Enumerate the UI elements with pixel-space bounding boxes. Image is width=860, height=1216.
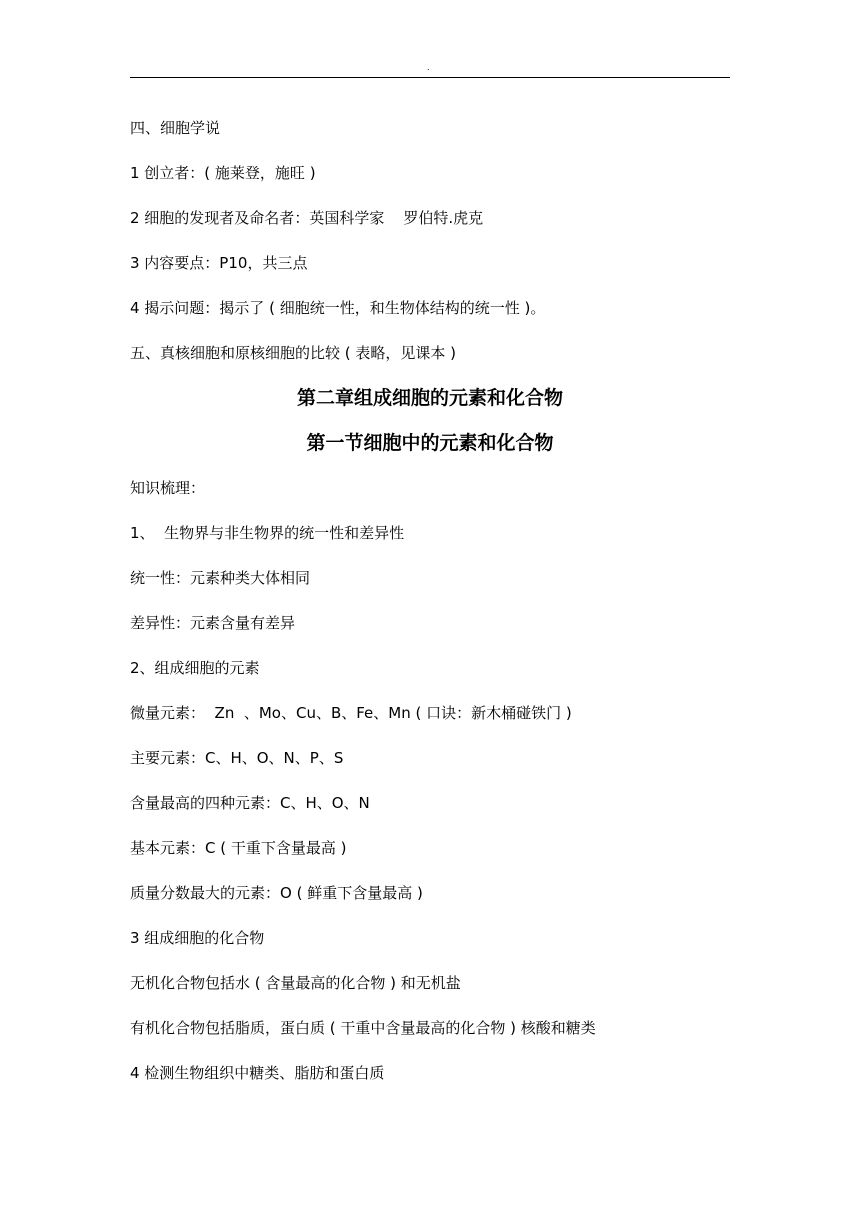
knowledge-line: 含量最高的四种元素：C、H、O、N (130, 794, 370, 812)
knowledge-line: 统一性：元素种类大体相同 (130, 569, 311, 587)
section-cell-theory-title: 四、细胞学说 (130, 119, 221, 137)
cell-theory-item-content: 3 内容要点：P10，共三点 (130, 254, 308, 272)
knowledge-line: 3 组成细胞的化合物 (130, 929, 265, 947)
knowledge-line: 质量分数最大的元素：O ( 鲜重下含量最高 ) (130, 884, 423, 902)
knowledge-line: 主要元素：C、H、O、N、P、S (130, 749, 344, 767)
section-cell-comparison: 五、真核细胞和原核细胞的比较 ( 表略，见课本 ) (130, 344, 457, 362)
knowledge-line: 有机化合物包括脂质，蛋白质 ( 干重中含量最高的化合物 ) 核酸和糖类 (130, 1019, 596, 1037)
knowledge-line: 微量元素： Zn 、Mo、Cu、B、Fe、Mn ( 口诀：新木桶碰铁门 ) (130, 704, 572, 722)
section-title: 第一节细胞中的元素和化合物 (306, 432, 554, 454)
knowledge-line: 无机化合物包括水 ( 含量最高的化合物 ) 和无机盐 (130, 974, 461, 992)
chapter-title: 第二章组成细胞的元素和化合物 (296, 387, 563, 409)
knowledge-line: 4 检测生物组织中糖类、脂肪和蛋白质 (130, 1064, 385, 1082)
cell-theory-item-significance: 4 揭示问题：揭示了 ( 细胞统一性，和生物体结构的统一性 )。 (130, 299, 546, 317)
knowledge-line: 基本元素：C ( 干重下含量最高 ) (130, 839, 347, 857)
header-rule (130, 77, 730, 78)
cell-theory-item-founders: 1 创立者：( 施莱登，施旺 ) (130, 164, 316, 182)
knowledge-line: 2、组成细胞的元素 (130, 659, 260, 677)
header-mark: . (427, 62, 430, 72)
knowledge-line: 差异性：元素含量有差异 (130, 614, 296, 632)
knowledge-line: 1、 生物界与非生物界的统一性和差异性 (130, 524, 405, 542)
cell-theory-item-discoverer: 2 细胞的发现者及命名者：英国科学家 罗伯特.虎克 (130, 209, 484, 227)
knowledge-label: 知识梳理： (130, 479, 206, 497)
